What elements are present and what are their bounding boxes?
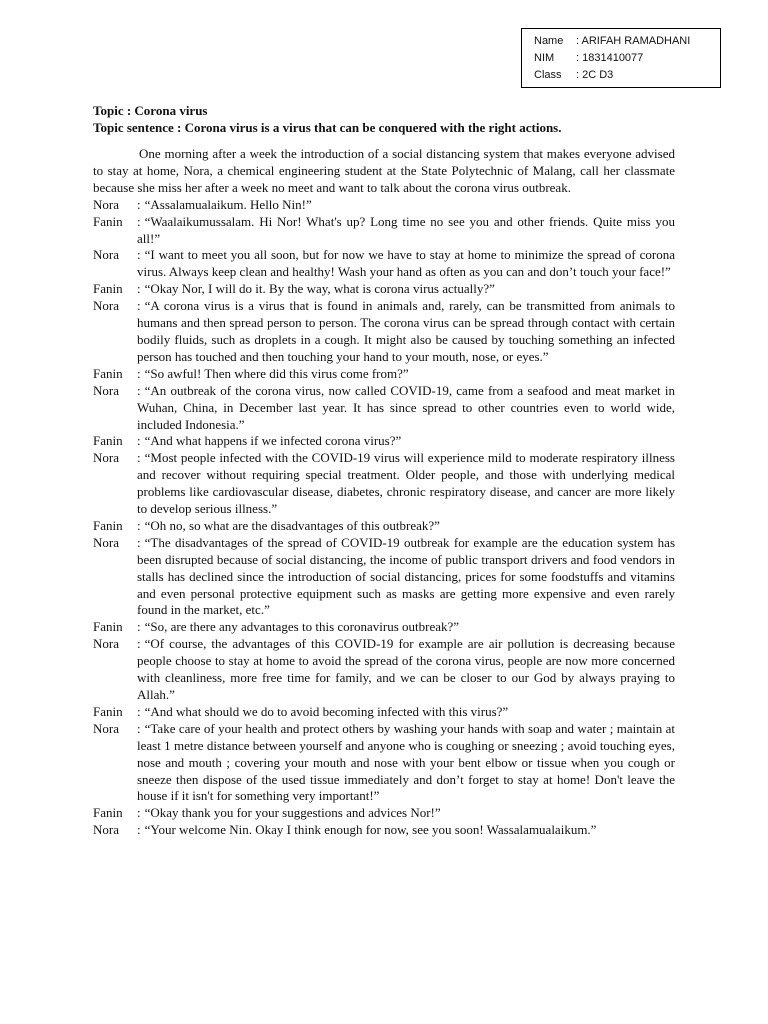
speaker-name: Fanin — [93, 365, 123, 381]
utterance-text-wrap — [137, 247, 675, 281]
utterance-text: “I want to meet you all soon, but for now we have to stay at home to minimize the spread of corona virus. Always keep clean and healthy! Wash your hand as often as you can and don’t touch your face!” — [137, 247, 675, 280]
speaker-name: Nora — [93, 298, 119, 314]
utterance-text: “Waalaikumussalam. Hi Nor! What's up? Long time no see you and other friends. Quite miss you all!” — [137, 213, 675, 246]
utterance-text-wrap — [137, 281, 675, 298]
speaker-name: Nora — [93, 636, 119, 652]
speaker-colon: : — [137, 450, 141, 466]
speaker-colon: : — [137, 720, 141, 736]
speaker-colon: : — [137, 298, 141, 314]
speaker-name: Fanin — [93, 433, 123, 449]
utterance-text-wrap — [137, 805, 675, 822]
speaker-name: Nora — [93, 720, 119, 736]
speaker-name: Nora — [93, 196, 119, 212]
speaker-colon: : — [137, 636, 141, 652]
speaker-name: Fanin — [93, 213, 123, 229]
dialogue-line — [93, 619, 675, 636]
speaker-name: Fanin — [93, 281, 123, 297]
dialogue-line — [93, 247, 675, 281]
narration-paragraph: One morning after a week the introduction of a social distancing system that makes everyone advised to stay at home, Nora, a chemical engineering student at the State Polytechnic of Malang, call her classmate because she miss her after a week no meet and want to talk about the corona virus outbreak. — [93, 146, 675, 195]
dialogue-line — [93, 805, 675, 822]
nim-value: : 1831410077 — [576, 52, 644, 64]
dialogue-line — [93, 518, 675, 535]
utterance-text-wrap — [137, 214, 675, 248]
speaker-name: Fanin — [93, 619, 123, 635]
utterance-text: “So awful! Then where did this virus come from?” — [144, 365, 409, 381]
dialogue-line — [93, 433, 675, 450]
utterance-text: “So, are there any advantages to this coronavirus outbreak?” — [144, 619, 460, 635]
speaker-name: Nora — [93, 534, 119, 550]
speaker-name: Fanin — [93, 703, 123, 719]
utterance-text: “Okay Nor, I will do it. By the way, what is corona virus actually?” — [144, 281, 495, 297]
speaker-name: Nora — [93, 822, 119, 838]
dialogue-line — [93, 383, 675, 434]
speaker-colon: : — [137, 365, 141, 381]
speaker-colon: : — [137, 534, 141, 550]
utterance-text: “Okay thank you for your suggestions and advices Nor!” — [144, 805, 441, 821]
utterance-text-wrap — [137, 721, 675, 806]
essay-body — [93, 146, 675, 839]
class-value: : 2C D3 — [576, 69, 614, 81]
speaker-colon: : — [137, 433, 141, 449]
utterance-text-wrap — [137, 197, 675, 214]
topic-heading — [93, 102, 693, 136]
utterance-text-wrap — [137, 433, 675, 450]
dialogue-line — [93, 298, 675, 366]
dialogue-line — [93, 721, 675, 806]
utterance-text-wrap — [137, 518, 675, 535]
speaker-colon: : — [137, 281, 141, 297]
utterance-text: “And what should we do to avoid becoming infected with this virus?” — [144, 703, 509, 719]
class-label: Class — [534, 69, 562, 81]
dialogue-line — [93, 450, 675, 518]
dialogue-line — [93, 822, 675, 839]
speaker-name: Fanin — [93, 517, 123, 533]
dialogue-line — [93, 535, 675, 620]
topic-sentence: Topic sentence : Corona virus is a virus that can be conquered with the right actions. — [93, 120, 562, 135]
speaker-colon: : — [137, 822, 141, 838]
speaker-colon: : — [137, 382, 141, 398]
utterance-text-wrap — [137, 366, 675, 383]
utterance-text: “Take care of your health and protect others by washing your hands with soap and water ; maintain at least 1 metre distance between yourself and anyone who is coughing or sneezing ; avoid touching eyes, nose and mouth ; covering your mouth and nose with your bent elbow or tissue when you cough or sneeze then dispose of the used tissue immediately and don’t forget to stay at home! Don't leave the house if it isn't for something very important!” — [137, 720, 675, 804]
utterance-text: “An outbreak of the corona virus, now called COVID-19, came from a seafood and meat market in Wuhan, China, in December last year. It has since spread to other countries even to world wide, included Indonesia.” — [137, 382, 675, 432]
speaker-name: Nora — [93, 247, 119, 263]
dialogue-line — [93, 214, 675, 248]
utterance-text: “Of course, the advantages of this COVID-19 for example are air pollution is decreasing because people choose to stay at home to avoid the spread of the corona virus, people are now more concerned with cleanliness, more free time for family, and we can be closer to our God by always praying to Allah.” — [137, 636, 675, 702]
speaker-name: Nora — [93, 450, 119, 466]
speaker-colon: : — [137, 619, 141, 635]
name-value: : ARIFAH RAMADHANI — [576, 35, 691, 47]
utterance-text: “Oh no, so what are the disadvantages of this outbreak?” — [144, 517, 440, 533]
topic-line: Topic : Corona virus — [93, 103, 208, 118]
student-info-box — [521, 28, 721, 88]
utterance-text-wrap — [137, 704, 675, 721]
utterance-text-wrap — [137, 822, 675, 839]
student-nim-row — [534, 50, 720, 67]
utterance-text-wrap — [137, 619, 675, 636]
speaker-colon: : — [137, 196, 141, 212]
utterance-text: “A corona virus is a virus that is found in animals and, rarely, can be transmitted from animals to humans and then spread person to person. The corona virus can be spread through contact with certain bodily fluids, such as droplets in a cough. It might also be caused by touching something an infected person has touched and then touching your hand to your mouth, nose, or eyes.” — [137, 298, 675, 364]
dialogue-line — [93, 197, 675, 214]
utterance-text: “Assalamualaikum. Hello Nin!” — [144, 196, 312, 212]
utterance-text-wrap — [137, 535, 675, 620]
name-label: Name — [534, 35, 564, 47]
dialogue-line — [93, 366, 675, 383]
nim-label: NIM — [534, 52, 555, 64]
student-name-row — [534, 33, 720, 50]
utterance-text: “And what happens if we infected corona virus?” — [144, 433, 402, 449]
utterance-text: “Your welcome Nin. Okay I think enough for now, see you soon! Wassalamualaikum.” — [144, 822, 597, 838]
utterance-text-wrap — [137, 636, 675, 704]
utterance-text: “The disadvantages of the spread of COVID-19 outbreak for example are the education system has been disrupted because of social distancing, the income of public transport drivers and food vendors in stalls has declined since the introduction of social distancing, prices for some foodstuffs and vitamins and even personal protective equipment such as masks are getting more expensive and even rarely found in the market, etc.” — [137, 534, 675, 618]
speaker-name: Nora — [93, 382, 119, 398]
dialogue-line — [93, 281, 675, 298]
utterance-text-wrap — [137, 298, 675, 366]
dialogue-line — [93, 636, 675, 704]
speaker-colon: : — [137, 703, 141, 719]
speaker-colon: : — [137, 517, 141, 533]
dialogue-list — [93, 197, 675, 839]
speaker-colon: : — [137, 805, 141, 821]
utterance-text-wrap — [137, 450, 675, 518]
utterance-text: “Most people infected with the COVID-19 virus will experience mild to moderate respiratory illness and recover without requiring special treatment. Older people, and those with underlying medical problems like cardiovascular disease, diabetes, chronic respiratory disease, and cancer are more likely to develop serious illness.” — [137, 450, 675, 517]
speaker-name: Fanin — [93, 805, 123, 821]
speaker-colon: : — [137, 247, 141, 263]
speaker-colon: : — [137, 213, 141, 229]
utterance-text-wrap — [137, 383, 675, 434]
dialogue-line — [93, 704, 675, 721]
student-class-row — [534, 67, 720, 84]
